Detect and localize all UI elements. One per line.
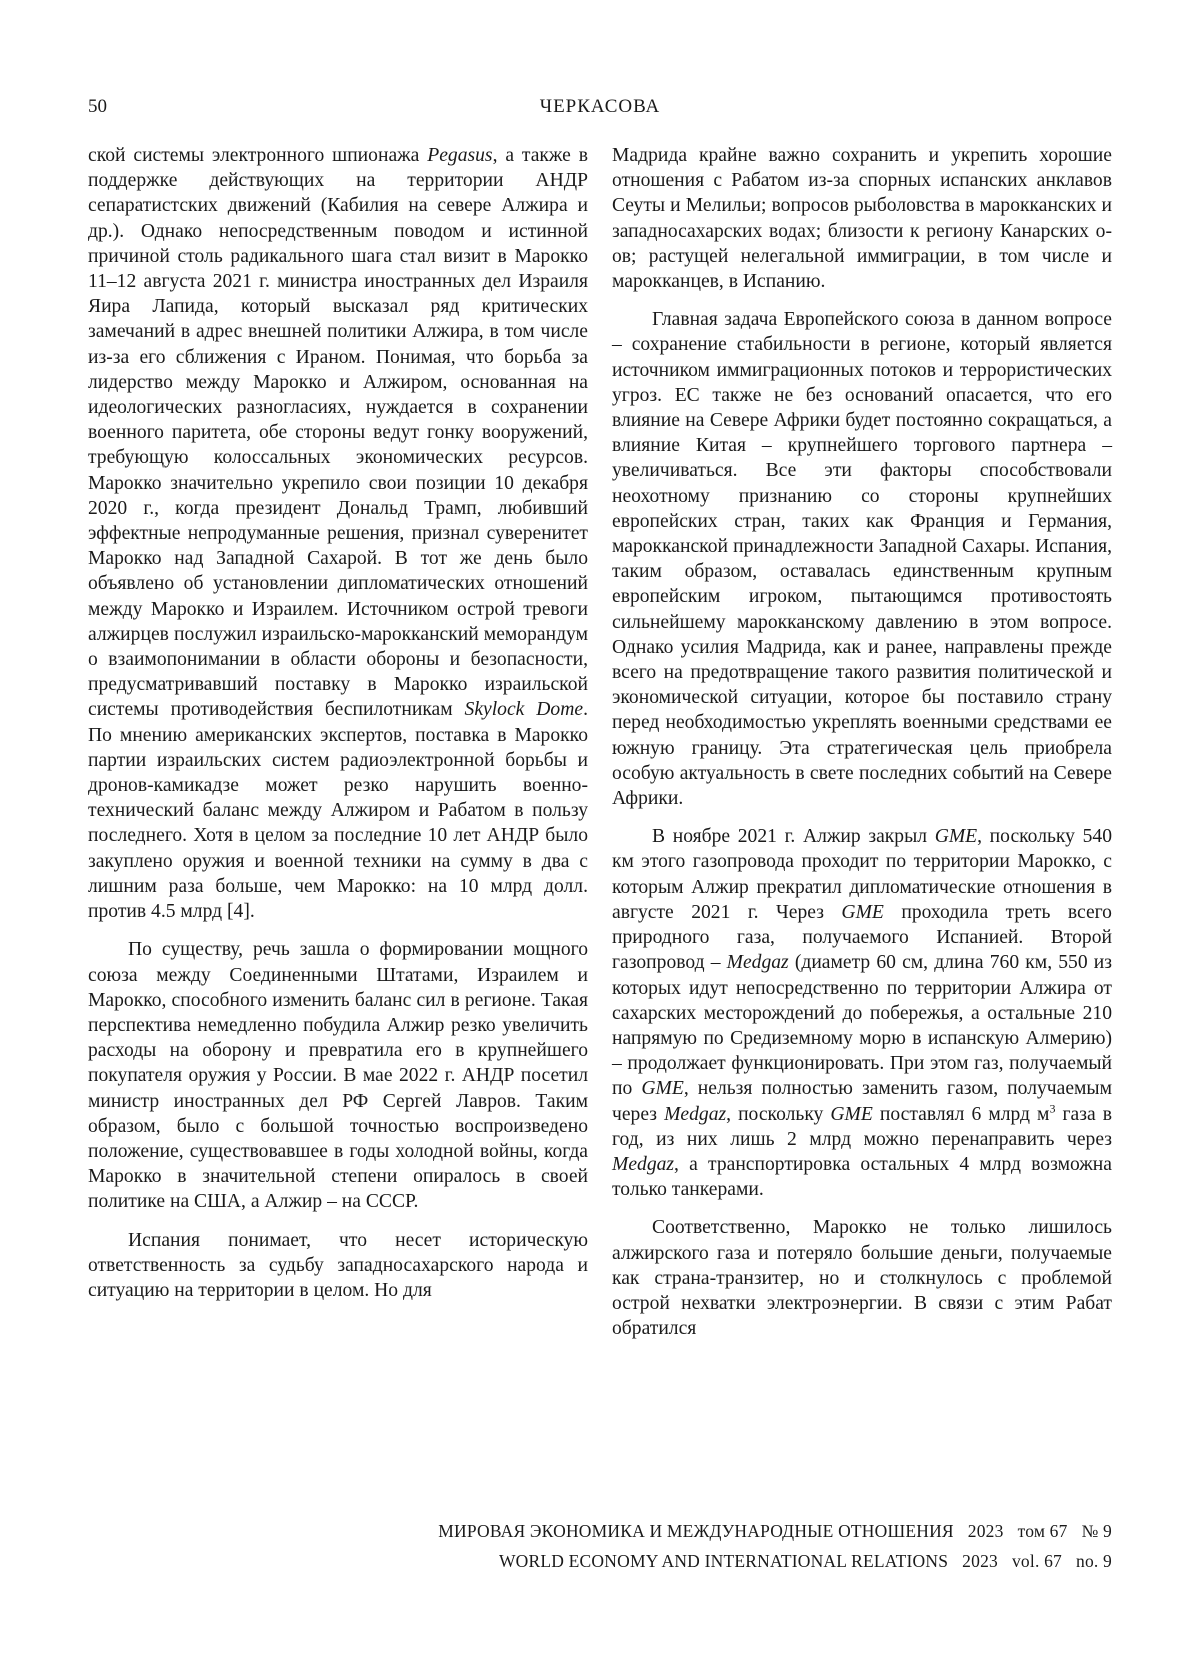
footer-journal-en [499, 1551, 1112, 1572]
journal-title: WORLD ECONOMY AND INTERNATIONAL RELATIONS [498, 1551, 949, 1571]
paragraph: Главная задача Европейского союза в данном вопросе – сохранение стабильности в регионе, который является источником иммиграционных потоков и террористических угроз. ЕС также не без оснований опасается, что его влияние на Севере Африки будет постоянно сокращаться, а влияние Китая – крупнейшего торгового партнера – увеличиваться. Все эти факторы способствовали неохотному признанию со стороны крупнейших европейских стран, таких как Франция и Германия, марокканской принадлежности Западной Сахары. Испания, таким образом, оставалась единственным крупным европейским игроком, пытающимся противостоять сильнейшему марокканскому давлению в этом вопросе. Однако усилия Мадрида, как и ранее, направлены прежде всего на предотвращение такого развития политической и экономической ситуации, которое бы поставило страну перед необходимостью укреплять военными средствами ее южную границу. Эта стратегическая цель приобрела особую актуальность в свете последних событий на Севере Африки. [612, 309, 1112, 810]
right-column [612, 143, 1112, 1354]
italic-term: GME [830, 1103, 873, 1125]
journal-volume: том 67 [1017, 1521, 1068, 1541]
left-column [88, 143, 588, 1316]
italic-term: Skylock Dome [464, 699, 584, 721]
paragraph: ской системы электронного шпионажа Pegasus, а также в поддержке действующих на территории АНДР сепаратистских движений (Кабилия на севере Алжира и др.). Однако непосредственным поводом и истинной причиной столь радикального шага стал визит в Марокко 11–12 августа 2021 г. министра иностранных дел Израиля Яира Лапида, который высказал ряд критических замечаний в адрес внешней политики Алжира, в том числе из-за его сближения с Ираном. Понимая, что борьба за лидерство между Марокко и Алжиром, основанная на идеологических разногласиях, нуждается в сохранении военного паритета, обе стороны ведут гонку вооружений, требующую колоссальных экономических ресурсов. Марокко значительно укрепило свои позиции 10 декабря 2020 г., когда президент Дональд Трамп, любивший эффектные непродуманные решения, признал суверенитет Марокко над Западной Сахарой. В тот же день было объявлено об установлении дипломатических отношений между Марокко и Израилем. Источником острой тревоги алжирцев послужил израильско-марокканский меморандум о взаимопонимании в области обороны и безопасности, предусматривавший поставку в Марокко израильской системы противодействия беспилотникам Skylock Dome. По мнению американских экспертов, поставка в Марокко партии израильских систем радиоэлектронной борьбы и дронов-камикадзе может резко нарушить военно-технический баланс между Алжиром и Рабатом в пользу последнего. Хотя в целом за последние 10 лет АНДР было закуплено оружия и военной техники на сумму в два с лишним раза больше, чем Марокко: на 10 млрд долл. против 4.5 млрд [4]. [88, 145, 588, 923]
italic-term: Medgaz [612, 1153, 675, 1175]
italic-term: GME [934, 826, 978, 848]
journal-year: 2023 [962, 1551, 998, 1571]
journal-volume: vol. 67 [1011, 1551, 1062, 1571]
paragraph: Испания понимает, что несет историческую ответственность за судьбу западносахарского народа и ситуацию на территории в целом. Но для [88, 1229, 588, 1301]
paragraph: Соответственно, Марокко не только лишилось алжирского газа и потеряло большие деньги, получаемые как страна-транзитер, но и столкнулось с проблемой острой нехватки электроэнергии. В связи с этим Рабат обратился [612, 1217, 1112, 1340]
journal-title: МИРОВАЯ ЭКОНОМИКА И МЕЖДУНАРОДНЫЕ ОТНОШЕНИЯ [438, 1521, 954, 1541]
footer-journal-ru [438, 1521, 1112, 1542]
page-number: 50 [88, 96, 107, 117]
italic-term: Pegasus [427, 145, 493, 166]
running-head-author: ЧЕРКАСОВА [539, 96, 661, 117]
journal-year: 2023 [967, 1521, 1004, 1541]
italic-term: Medgaz [664, 1103, 727, 1125]
journal-issue: № 9 [1081, 1521, 1112, 1541]
paragraph: По существу, речь зашла о формировании мощного союза между Соединенными Штатами, Израилем и Марокко, способного изменить баланс сил в регионе. Такая перспектива немедленно побудила Алжир резко увеличить расходы на оборону и превратила его в крупнейшего покупателя оружия у России. В мае 2022 г. АНДР посетил министр иностранных дел РФ Сергей Лавров. Таким образом, было с большой точностью воспроизведено положение, существовавшее в годы холодной войны, когда Марокко в значительной степени опиралось в своей политике на США, а Алжир – на СССР. [88, 939, 588, 1213]
paragraph: В ноябре 2021 г. Алжир закрыл GME, поскольку 540 км этого газопровода проходит по территории Марокко, с которым Алжир прекратил дипломатические отношения в августе 2021 г. Через GME проходила треть всего природного газа, получаемого Испанией. Второй газопровод – Medgaz (диаметр 60 см, длина 760 км, 550 из которых идут непосредственно по территории Алжира от сахарских месторождений до побережья, а остальные 210 напрямую по Средиземному морю в испанскую Алмерию) – продолжает функционировать. При этом газ, получаемый по GME, нельзя полностью заменить газом, получаемым через Medgaz, поскольку GME поставлял 6 млрд $м^3$ газа в год, из них лишь 2 млрд можно перенаправить через Medgaz, а транспортировка остальных 4 млрд возможна только танкерами. [612, 826, 1113, 1201]
superscript: 3 [1049, 1100, 1056, 1115]
paragraph: Мадрида крайне важно сохранить и укрепить хорошие отношения с Рабатом из-за спорных испанских анклавов Сеуты и Мелильи; вопросов рыболовства в марокканских и западносахарских водах; близости к региону Канарских о-ов; растущей нелегальной иммиграции, в том числе и марокканцев, в Испанию. [612, 145, 1112, 293]
running-head [88, 96, 1112, 122]
italic-term: Medgaz [726, 952, 789, 974]
italic-term: GME [841, 901, 884, 923]
journal-issue: no. 9 [1076, 1551, 1112, 1571]
italic-term: GME [641, 1078, 684, 1100]
